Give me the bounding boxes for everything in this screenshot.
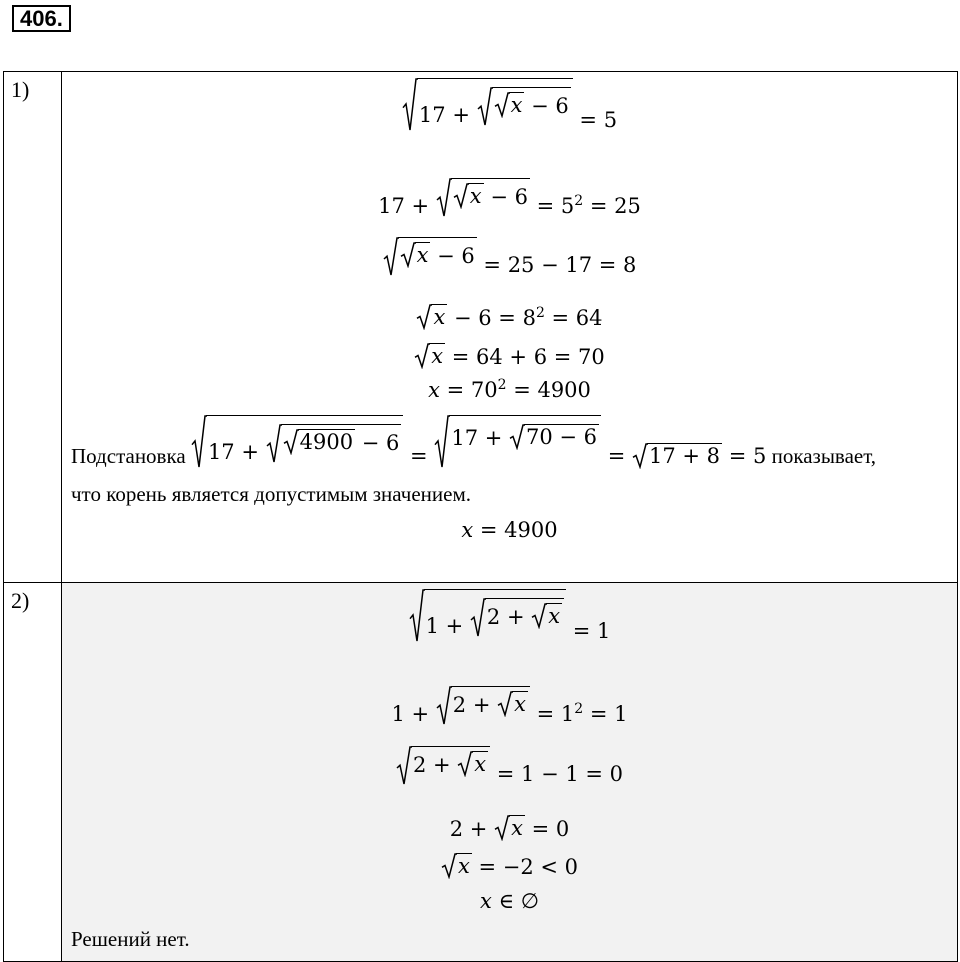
part-1-step-5: x = 64 + 6 = 70 <box>62 343 957 369</box>
part-1-row <box>4 72 958 583</box>
substitution-conclusion: что корень является допустимым значением. <box>71 482 471 506</box>
part-2-step-6: x ∈ ∅ <box>479 889 540 913</box>
problem-number: 406. <box>12 5 71 32</box>
part-1-step-4: $x - 6 = 8^2 = 64$ <box>62 304 957 330</box>
substitution-expression: 17 + 4900 − 6 = 17 + 70 − 6 = 17 + 8 = 5 <box>191 444 766 468</box>
part-2-label: 2) <box>4 583 62 962</box>
part-1-step-2: 17 + $x - 6 = 5^2 = 25$ <box>62 178 957 218</box>
part-2-row <box>4 583 958 962</box>
part-2-step-3: 2 + x = 1 − 1 = 0 <box>62 746 957 786</box>
part-1-answer: x = 4900 <box>461 518 558 542</box>
part-2-body <box>62 583 958 962</box>
solution-table <box>3 71 958 962</box>
substitution-check-line <box>71 415 876 469</box>
part-2-step-1: 1 + 2 + x = 1 <box>62 589 957 643</box>
part-2-step-2: 1 + 2 + $x = 1^2 = 1$ <box>62 686 957 726</box>
part-2-conclusion: Решений нет. <box>71 927 190 951</box>
part-1-body <box>62 72 958 583</box>
part-1-step-6: $x = 70^2 = 4900$ <box>428 377 591 402</box>
part-1-step-3: x − 6 = 25 − 17 = 8 <box>62 237 957 277</box>
part-2-step-4: 2 + x = 0 <box>449 816 570 841</box>
substitution-prefix: Подстановка <box>71 444 186 468</box>
part-2-step-5: x = −2 < 0 <box>62 853 957 879</box>
substitution-suffix: показывает, <box>771 444 877 468</box>
part-1-label: 1) <box>4 72 62 583</box>
part-1-step-1: 17 + x − 6 = 5 <box>62 78 957 132</box>
